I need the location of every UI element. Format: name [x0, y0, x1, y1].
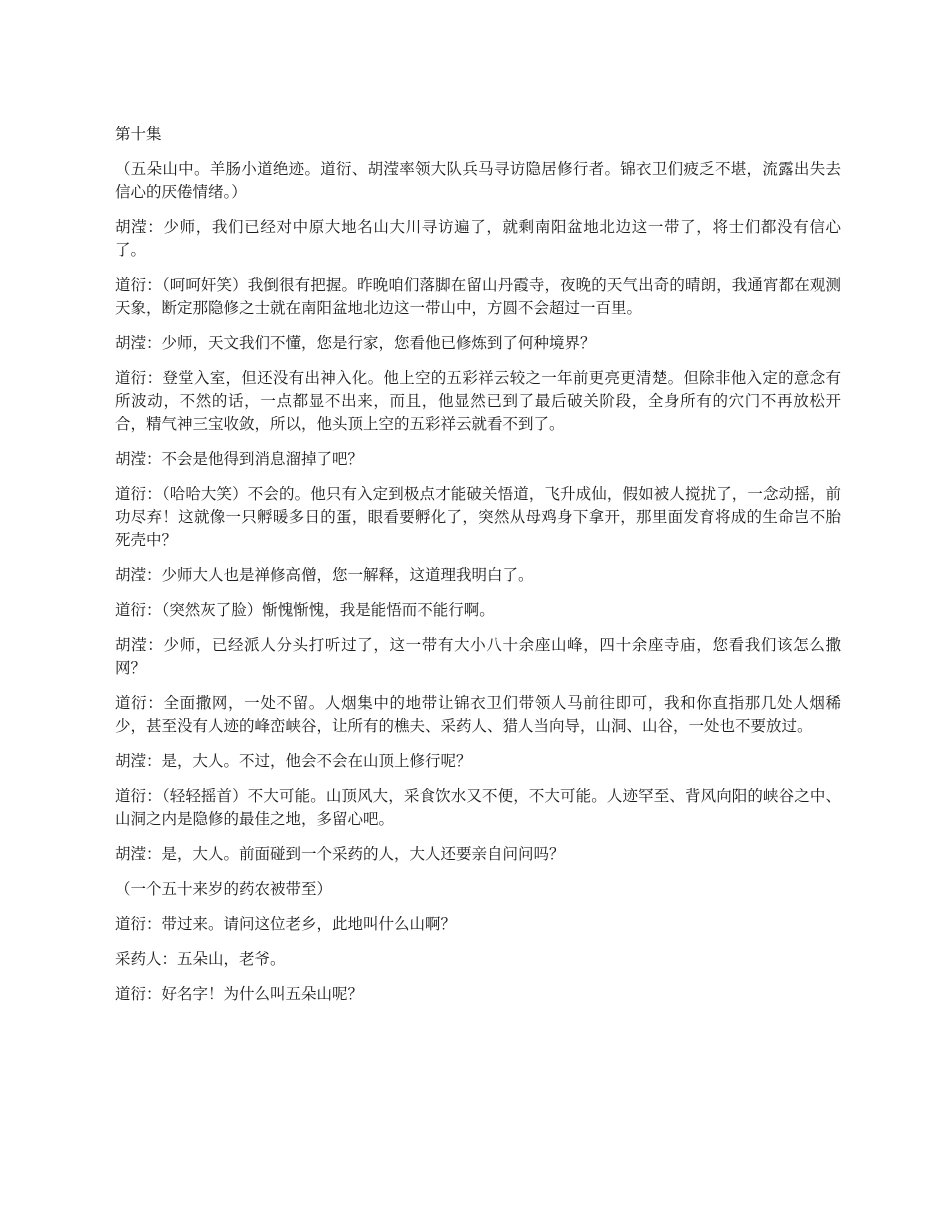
- document-page: [115, 123, 841, 1018]
- dialogue-line: 胡滢：少师，天文我们不懂，您是行家，您看他已修炼到了何种境界？: [115, 334, 596, 352]
- dialogue-line: 采药人：五朵山，老爷。: [115, 950, 286, 968]
- dialogue-line: 道衍：带过来。请问这位老乡，此地叫什么山啊？: [115, 915, 457, 933]
- stage-direction: （一个五十来岁的药农被带至）: [115, 880, 333, 898]
- dialogue-line: 胡滢：是，大人。不过，他会不会在山顶上修行呢？: [115, 752, 472, 770]
- stage-direction: （五朵山中。羊肠小道绝迹。道衍、胡滢率领大队兵马寻访隐居修行者。锦衣卫们疲乏不堪，流露出失去信心的厌倦情绪。）: [115, 160, 841, 201]
- dialogue-line: 胡滢：少师，已经派人分头打听过了，这一带有大小八十余座山峰，四十余座寺庙，您看我们该怎么撒网？: [115, 636, 841, 677]
- dialogue-line: 胡滢：不会是他得到消息溜掉了吧？: [115, 450, 364, 468]
- dialogue-line: 道衍：（轻轻摇首）不大可能。山顶风大，采食饮水又不便，不大可能。人迹罕至、背风向阳的峡谷之中、山洞之内是隐修的最佳之地，多留心吧。: [115, 787, 841, 828]
- dialogue-line: 道衍：（哈哈大笑）不会的。他只有入定到极点才能破关悟道，飞升成仙，假如被人搅扰了，一念动摇，前功尽弃！这就像一只孵暖多日的蛋，眼看要孵化了，突然从母鸡身下拿开，那里面发育将成的生命岂不胎死壳中？: [115, 485, 841, 549]
- dialogue-line: 胡滢：少师，我们已经对中原大地名山大川寻访遍了，就剩南阳盆地北边这一带了，将士们都没有信心了。: [115, 218, 841, 259]
- dialogue-line: 胡滢：少师大人也是禅修高僧，您一解释，这道理我明白了。: [115, 566, 534, 584]
- dialogue-line: 道衍：（呵呵奸笑）我倒很有把握。昨晚咱们落脚在留山丹霞寺，夜晚的天气出奇的晴朗，我通宵都在观测天象，断定那隐修之士就在南阳盆地北边这一带山中，方圆不会超过一百里。: [115, 276, 841, 317]
- dialogue-line: 道衍：全面撒网，一处不留。人烟集中的地带让锦衣卫们带领人马前往即可，我和你直指那几处人烟稀少，甚至没有人迹的峰峦峡谷，让所有的樵夫、采药人、猎人当向导，山洞、山谷，一处也不要放过。: [115, 694, 841, 735]
- episode-title: 第十集: [115, 125, 162, 143]
- dialogue-line: 胡滢：是，大人。前面碰到一个采药的人，大人还要亲自问问吗？: [115, 845, 565, 863]
- dialogue-line: 道衍：好名字！为什么叫五朵山呢？: [115, 985, 364, 1003]
- dialogue-line: 道衍：（突然灰了脸）惭愧惭愧，我是能悟而不能行啊。: [115, 601, 495, 619]
- dialogue-line: 道衍：登堂入室，但还没有出神入化。他上空的五彩祥云较之一年前更亮更清楚。但除非他入定的意念有所波动，不然的话，一点都显不出来，而且，他显然已到了最后破关阶段，全身所有的穴门不再放松开合，精气神三宝收敛，所以，他头顶上空的五彩祥云就看不到了。: [115, 369, 841, 433]
